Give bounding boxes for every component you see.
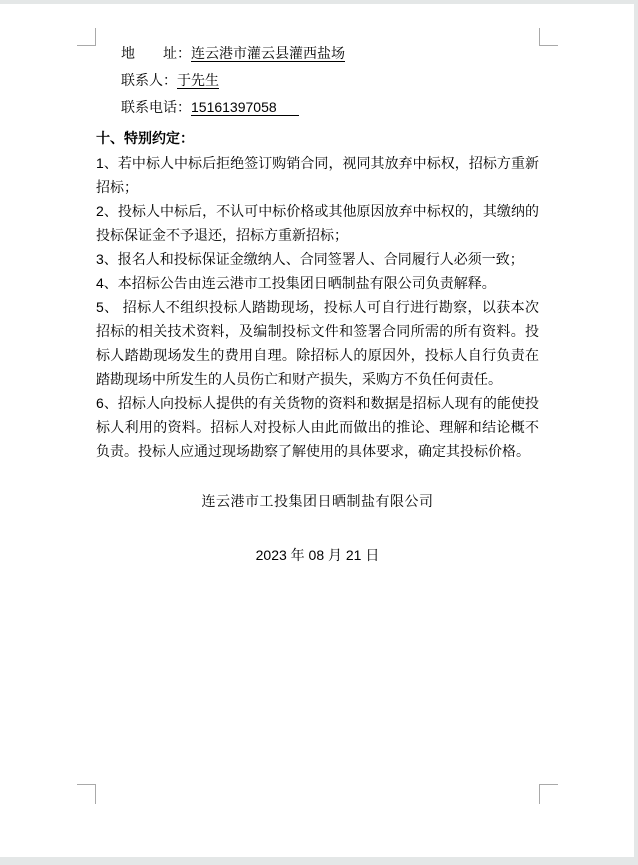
clause-item: 6、招标人向投标人提供的有关货物的资料和数据是招标人现有的能使投标人利用的资料。招标人对投标人由此而做出的推论、理解和结论概不负责。投标人应通过现场勘察了解使用的具体要求，确定其投标价格。 — [96, 395, 539, 459]
signature-company: 连云港市工投集团日晒制盐有限公司 — [201, 493, 434, 509]
crop-mark-top-left-icon — [77, 28, 96, 46]
clause-item: 3、报名人和投标保证金缴纳人、合同签署人、合同履行人必须一致； — [96, 251, 524, 267]
crop-mark-bottom-right-icon — [539, 784, 558, 804]
crop-mark-bottom-left-icon — [77, 784, 96, 804]
phone-label: 联系电话： — [121, 99, 191, 115]
document-page — [0, 4, 634, 857]
contact-person-value: 于先生 — [177, 72, 219, 88]
phone-value: 15161397058 — [191, 99, 299, 116]
address-line — [121, 40, 539, 67]
contact-person-line — [121, 67, 539, 94]
contact-block — [96, 40, 539, 121]
contact-person-label: 联系人： — [121, 72, 177, 88]
crop-mark-top-right-icon — [539, 28, 558, 46]
document-content — [96, 40, 539, 567]
clauses-list — [96, 151, 539, 463]
phone-line — [121, 94, 539, 121]
address-value: 连云港市灌云县灌西盐场 — [191, 45, 345, 61]
signature-date: 2023 年 08 月 21 日 — [255, 547, 380, 563]
clause-item: 1、若中标人中标后拒绝签订购销合同，视同其放弃中标权，招标方重新招标； — [96, 155, 539, 195]
address-label: 地 址： — [121, 45, 191, 61]
section-heading: 十、特别约定： — [96, 130, 194, 146]
clause-item: 5、 招标人不组织投标人踏勘现场，投标人可自行进行勘察，以获本次招标的相关技术资料，及编制投标文件和签署合同所需的所有资料。投标人踏勘现场发生的费用自理。除招标人的原因外，投标人自行负责在踏勘现场中所发生的人员伤亡和财产损失，采购方不负任何责任。 — [96, 299, 539, 387]
clause-item: 4、本招标公告由连云港市工投集团日晒制盐有限公司负责解释。 — [96, 275, 496, 291]
clause-item: 2、投标人中标后，不认可中标价格或其他原因放弃中标权的，其缴纳的投标保证金不予退还，招标方重新招标； — [96, 203, 539, 243]
